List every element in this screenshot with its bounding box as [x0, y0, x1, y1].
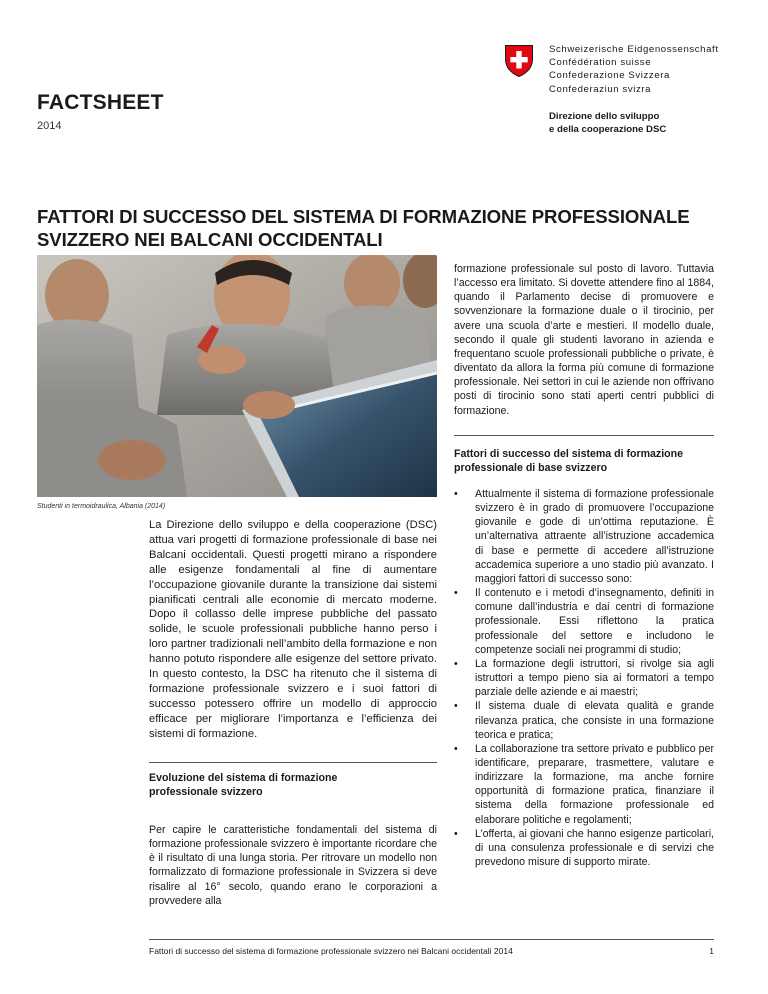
swiss-cross-shield-icon	[504, 44, 534, 78]
page-title-line-2: SVIZZERO NEI BALCANI OCCIDENTALI	[37, 229, 383, 250]
list-item: • La formazione degli istruttori, si rivolge sia agli istruttori a tempo pieno sia ai formatori a tempo parziale delle aziende e ai maestri;	[454, 657, 714, 699]
department-line-1: Direzione dello sviluppo	[549, 111, 660, 122]
students-photo	[37, 255, 437, 497]
list-item: • L’offerta, ai giovani che hanno esigenze particolari, di una consulenza professionale e di servizi che prevedono misure di supporto mirate.	[454, 827, 714, 869]
evolution-text-left: Per capire le caratteristiche fondamentali del sistema di formazione professionale svizzero è importante ricordare che è il risultato di una lunga storia. Per ritrovare un modello non formalizzato di formazione professionale in Svizzera si deve risalire al 16° secolo, quando erano le corporazioni a provvedere alla	[149, 824, 437, 907]
evolution-heading	[149, 771, 437, 799]
evolution-heading-line-1: Evoluzione del sistema di formazione	[149, 772, 338, 784]
list-item: • Il sistema duale di elevata qualità e grande rilevanza pratica, che consiste in una formazione teorica e pratica;	[454, 699, 714, 741]
success-heading	[454, 447, 714, 475]
page-number: 1	[709, 946, 714, 956]
doc-type-label: FACTSHEET	[37, 91, 164, 114]
success-heading-line-1: Fattori di successo del sistema di formazione	[454, 448, 684, 460]
department-line-2: e della cooperazione DSC	[549, 123, 667, 135]
evolution-text-right: formazione professionale sul posto di lavoro. Tuttavia l’accesso era limitato. Si dovette attendere fino al 1884, quando il Parlamento decise di promuovere e sovvenzionare la formazione duale o il tirocinio, per avere una scuola d’arte e mestieri. Il modello duale, secondo il quale gli studenti lavorano in azienda e frequentano scuole professionali pubbliche o private, è diventato da allora la forma più comune di formazione professionale. Nei settori in cui le aziende non offrivano posti di tirocinio sono stati aperti centri pubblici di formazione.	[454, 263, 714, 417]
page-title	[37, 205, 737, 251]
list-item: • Attualmente il sistema di formazione professionale svizzero è in grado di promuovere l’occupazione giovanile e gode di un’ottima reputazione. È un’alternativa attraente all’istruzione accademica di base e permette di accedere all’istruzione accademica superiore a uno stadio più avanzato. I maggiori fattori di successo sono:	[454, 487, 714, 586]
page-title-line-1: FATTORI DI SUCCESSO DEL SISTEMA DI FORMAZIONE PROFESSIONALE	[37, 206, 690, 227]
doc-year: 2014	[37, 120, 62, 132]
list-item: • La collaborazione tra settore privato e pubblico per identificare, preparare, trasmettere, valutare e indirizzare la formazione, ma anche fornire opportunità di formazione pratica, finanziare il sistema della formazione professionale ed elaborare politiche e regolamenti;	[454, 742, 714, 827]
list-item: • Il contenuto e i metodi d’insegnamento, definiti in comune dall’industria e dai centri di formazione professionale. Essi riflettono la pratica professionale del settore e includono le competenze sociali nei programmi di studio;	[454, 586, 714, 657]
evolution-heading-line-2: professionale svizzero	[149, 786, 263, 799]
footer-divider	[149, 939, 714, 940]
section-divider-right	[454, 435, 714, 436]
confederation-name-rm: Confederaziun svizra	[549, 83, 652, 95]
department-name	[549, 111, 666, 136]
section-divider-left	[149, 762, 437, 763]
confederation-name-de: Schweizerische Eidgenossenschaft	[549, 44, 719, 55]
confederation-name-it: Confederazione Svizzera	[549, 70, 670, 82]
confederation-names	[549, 43, 719, 96]
confederation-name-fr: Confédération suisse	[549, 57, 652, 69]
footer-title: Fattori di successo del sistema di formazione professionale svizzero nei Balcani occidentali 2014	[149, 946, 513, 956]
success-heading-line-2: professionale di base svizzero	[454, 462, 608, 475]
intro-paragraph: La Direzione dello sviluppo e della cooperazione (DSC) attua vari progetti di formazione professionale di base nei Balcani occidentali. Questi progetti mirano a rispondere alle esigenze fondamentali al fine di aumentare l’occupazione giovanile durante la transizione dai sistemi pianificati centrali alle economie di mercato moderne. Dopo il collasso delle imprese pubbliche del passato solide, le scuole professionali pubbliche hanno perso i loro partner tradizionali nell’ambito della formazione e non hanno potuto rispondere alle esigenze del settore privato. In questo contesto, la DSC ha ritenuto che il sistema di formazione professionale svizzero e i suoi fattori di successo potessero offrire un modello di approccio efficace per migliorare l’importanza e l’efficienza dei sistemi di formazione.	[149, 519, 437, 740]
success-factors-list	[454, 487, 714, 869]
photo-caption: Studenti in termoidraulica, Albania (2014)	[37, 503, 166, 510]
